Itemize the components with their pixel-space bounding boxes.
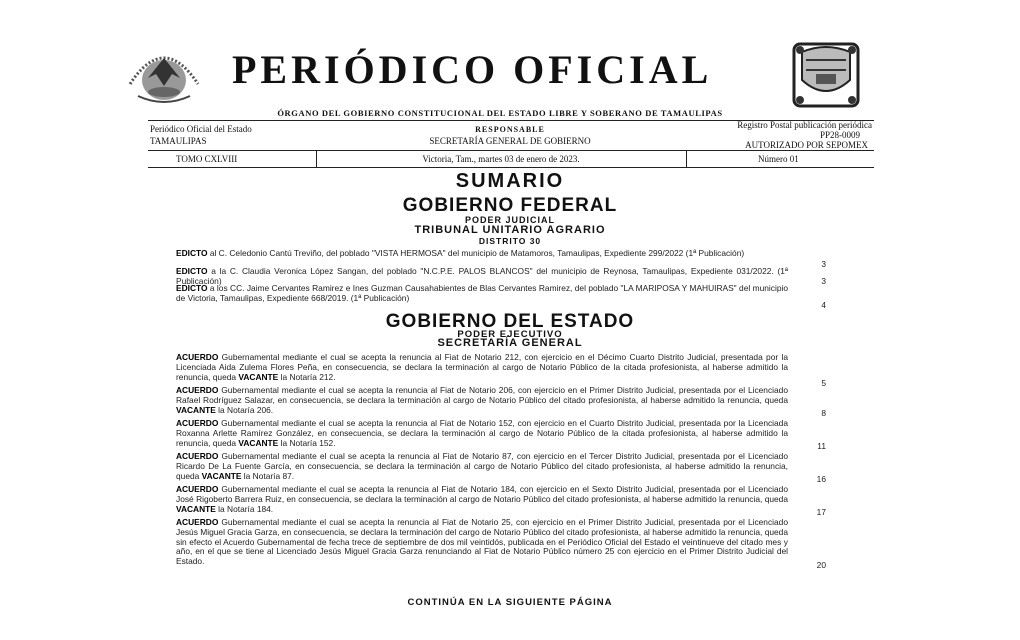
national-seal-logo: [124, 40, 204, 106]
state-coat-of-arms-logo: [790, 40, 862, 110]
page-number: 11: [817, 441, 826, 451]
page-number: 4: [821, 300, 826, 310]
masthead-subtitle: ÓRGANO DEL GOBIERNO CONSTITUCIONAL DEL ESTADO LIBRE Y SOBERANO DE TAMAULIPAS: [277, 108, 723, 118]
district-label: DISTRITO 30: [478, 236, 542, 246]
summary-heading: SUMARIO: [455, 170, 565, 192]
divider: [686, 150, 687, 167]
page-number: 3: [821, 276, 826, 286]
masthead-right-line2: PP28-0009: [819, 130, 860, 140]
newspaper-title: PERIÓDICO OFICIAL: [232, 47, 713, 92]
masthead-right-line1: Registro Postal publicación periódica: [737, 120, 872, 130]
masthead-left-line1: Periódico Oficial del Estado: [150, 124, 252, 134]
page-number: 20: [816, 560, 826, 570]
page-number: 17: [816, 507, 826, 517]
federal-government-heading: GOBIERNO FEDERAL: [402, 195, 618, 216]
list-item: ACUERDO Gubernamental mediante el cual se acepta la renuncia al Fiat de Notario 184, con ejercicio en el Sexto Distrito Judicial, presentada por el Licenciado José Rigoberto Barrera Ruiz, en consecuencia, se declara la terminación al cargo de Notario Público del citado profesionista, al haberse admitido la renuncia, queda VACANTE la Notaría 184.: [176, 484, 788, 514]
masthead-center-line2: SECRETARÍA GENERAL DE GOBIERNO: [429, 136, 591, 146]
page-number: 8: [821, 408, 826, 418]
list-item: ACUERDO Gubernamental mediante el cual se acepta la renuncia al Fiat de Notario 206, con ejercicio en el Primer Distrito Judicial, presentada por el Licenciado Rafael Rodríguez Salazar, en consecuencia, se declara la terminación al cargo de Notario Público del citado profesionista, al haberse admitido la renuncia, queda VACANTE la Notaría 206.: [176, 385, 788, 415]
page-number: 5: [821, 378, 826, 388]
executive-power-label: PODER EJECUTIVO: [457, 329, 563, 340]
issue-date: Victoria, Tam., martes 03 de enero de 2023.: [422, 154, 580, 164]
general-secretariat-label: SECRETARÍA GENERAL: [437, 337, 583, 349]
state-government-heading: GOBIERNO DEL ESTADO: [385, 311, 635, 332]
list-item: EDICTO a la C. Claudia Veronica López Sangan, del poblado "N.C.P.E. PALOS BLANCOS" del municipio de Reynosa, Tamaulipas, Expediente 031/2022. (1ª Publicación): [176, 266, 788, 286]
list-item: EDICTO a los CC. Jaime Cervantes Ramirez e Ines Guzman Causahabientes de Blas Cervantes Ramirez, del poblado "LA MARIPOSA Y MAHUIRAS" del municipio de Victoria, Tamaulipas, Expediente 668/2019. (1ª Publicación): [176, 283, 788, 303]
divider: [148, 167, 874, 168]
issue-number: Número 01: [758, 154, 799, 164]
list-item: EDICTO al C. Celedonio Cantú Treviño, del poblado "VISTA HERMOSA" del municipio de Matamoros, Tamaulipas, Expediente 299/2022 (1ª Publicación): [176, 248, 745, 258]
list-item: ACUERDO Gubernamental mediante el cual se acepta la renuncia al Fiat de Notario 152, con ejercicio en el Cuarto Distrito Judicial, presentada por la Licenciada Roxanna Arlette Ramírez González, en consecuencia, se declara la terminación al cargo de Notario Público de la citada profesionista, al haberse admitido la renuncia, queda VACANTE la Notaría 152.: [176, 418, 788, 448]
list-item: ACUERDO Gubernamental mediante el cual se acepta la renuncia al Fiat de Notario 212, con ejercicio en el Décimo Cuarto Distrito Judicial, presentada por la Licenciada Aida Zulema Flores Peña, en consecuencia, se declara la terminación al cargo de Notario Público de la citada profesionista, al haberse admitido la renuncia, queda VACANTE la Notaría 212.: [176, 352, 788, 382]
continued-next-page-note: CONTINÚA EN LA SIGUIENTE PÁGINA: [407, 597, 613, 608]
divider: [148, 150, 874, 151]
agrarian-court-label: TRIBUNAL UNITARIO AGRARIO: [414, 224, 606, 236]
list-item: ACUERDO Gubernamental mediante el cual se acepta la renuncia al Fiat de Notario 25, con ejercicio en el Primer Distrito Judicial, presentada por el Licenciado Jesús Miguel Gracia Garza, en consecuencia, se declara la terminación del cargo de Notario Público del citado profesionista, al haberse admitido la renuncia, queda sin efecto el Acuerdo Gubernamental de fecha trece de septiembre de dos mil veintidós, publicada en el Periódico Oficial del Estado el veintinueve del citado mes y año, en el que se tiene al Licenciado Jesús Miguel Gracia Garza renunciando al Fiat de Notario Público número 25 con ejercicio en el Primer Distrito Judicial del Estado.: [176, 517, 788, 567]
volume-number: TOMO CXLVIII: [176, 154, 238, 164]
masthead-left-line2: TAMAULIPAS: [150, 136, 207, 146]
masthead-right-line3: AUTORIZADO POR SEPOMEX: [745, 140, 868, 150]
list-item: ACUERDO Gubernamental mediante el cual se acepta la renuncia al Fiat de Notario 87, con ejercicio en el Tercer Distrito Judicial, presentada por el Licenciado Ricardo De La Fuente García, en consecuencia, se declara la terminación al cargo de Notario Público del citado profesionista, al haberse admitido la renuncia, queda VACANTE la Notaría 87.: [176, 451, 788, 481]
masthead-center-line1: RESPONSABLE: [475, 125, 545, 134]
page-number: 16: [816, 474, 826, 484]
judicial-power-label: PODER JUDICIAL: [464, 215, 555, 225]
page-number: 3: [821, 259, 826, 269]
